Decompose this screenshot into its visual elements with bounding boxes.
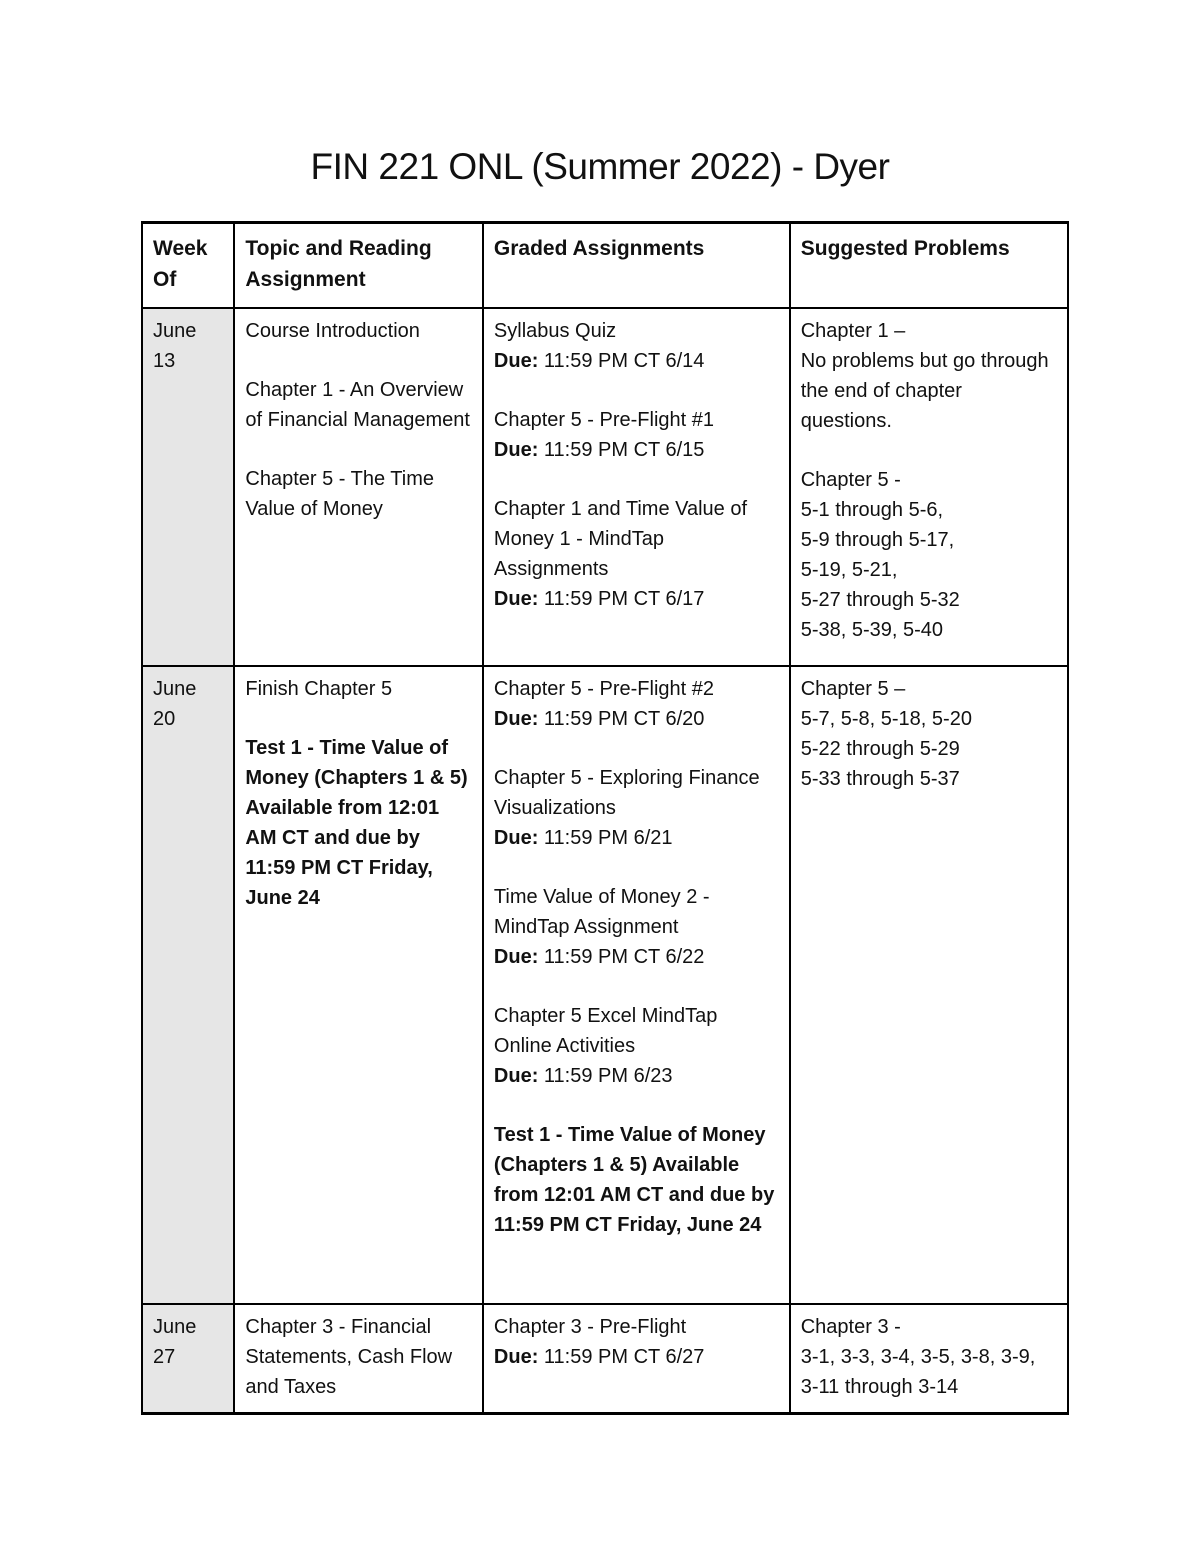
problem-group	[801, 1312, 1057, 1402]
graded-cell	[483, 666, 790, 1304]
problem-line: No problems but go through the end of chapter questions.	[800, 350, 1049, 432]
topic-item: Chapter 3 - Financial Statements, Cash Flow and Taxes	[245, 1316, 453, 1398]
due-date: 11:59 PM CT 6/27	[538, 1346, 705, 1368]
due-label: Due:	[493, 827, 539, 849]
assignment-item	[494, 1001, 779, 1091]
problems-cell	[790, 308, 1068, 666]
problem-line: 5-22 through 5-29	[800, 738, 960, 760]
problem-line: 5-1 through 5-6,	[800, 499, 944, 521]
due-label: Due:	[493, 588, 539, 610]
assignment-item	[494, 882, 779, 972]
due-label: Due:	[493, 350, 539, 372]
header-week: Week Of	[142, 223, 234, 309]
header-topic: Topic and Reading Assignment	[234, 223, 483, 309]
problem-heading: Chapter 5 -	[800, 469, 901, 491]
header-graded: Graded Assignments	[483, 223, 790, 309]
graded-cell	[483, 1304, 790, 1414]
problem-group	[801, 465, 1057, 645]
due-label: Due:	[493, 708, 539, 730]
schedule-table	[141, 221, 1069, 1415]
assignment-item	[494, 1312, 779, 1372]
assignment-due	[494, 346, 779, 376]
assignment-due	[494, 584, 779, 614]
week-cell: June 27	[142, 1304, 234, 1414]
table-row	[142, 666, 1068, 1304]
problem-line: 5-9 through 5-17,	[800, 529, 955, 551]
due-date: 11:59 PM CT 6/22	[538, 946, 705, 968]
problem-heading: Chapter 3 -	[800, 1316, 901, 1338]
assignment-due	[494, 942, 779, 972]
assignment-name: Time Value of Money 2 - MindTap Assignment	[493, 886, 710, 938]
problem-group	[801, 674, 1057, 794]
due-date: 11:59 PM CT 6/15	[538, 439, 705, 461]
assignment-item	[494, 763, 779, 853]
test-notice: Test 1 - Time Value of Money (Chapters 1 & 5) Available from 12:01 AM CT and due by 11:59 PM CT Friday, June 24	[493, 1124, 775, 1236]
header-problems: Suggested Problems	[790, 223, 1068, 309]
assignment-due	[494, 704, 779, 734]
topic-cell	[234, 666, 483, 1304]
assignment-item	[494, 405, 779, 465]
table-row	[142, 1304, 1068, 1414]
assignment-name: Chapter 5 - Pre-Flight #1	[493, 409, 715, 431]
assignment-name: Chapter 5 - Pre-Flight #2	[493, 678, 715, 700]
assignment-name: Chapter 3 - Pre-Flight	[493, 1316, 687, 1338]
due-date: 11:59 PM 6/23	[538, 1065, 673, 1087]
problem-group	[801, 316, 1057, 436]
due-label: Due:	[493, 946, 539, 968]
problem-heading: Chapter 1 –	[800, 320, 906, 342]
assignment-item	[494, 494, 779, 614]
assignment-item	[494, 316, 779, 376]
problem-heading: Chapter 5 –	[800, 678, 906, 700]
assignment-due	[494, 1342, 779, 1372]
problem-line: 5-33 through 5-37	[800, 768, 960, 790]
due-date: 11:59 PM CT 6/14	[538, 350, 705, 372]
assignment-name: Chapter 5 Excel MindTap Online Activities	[493, 1005, 718, 1057]
assignment-name: Chapter 1 and Time Value of Money 1 - MindTap Assignments	[493, 498, 748, 580]
table-row	[142, 308, 1068, 666]
topic-item: Chapter 1 - An Overview of Financial Management	[245, 379, 470, 431]
topic-cell	[234, 308, 483, 666]
page-title: FIN 221 ONL (Summer 2022) - Dyer	[310, 146, 890, 187]
assignment-item	[494, 674, 779, 734]
due-date: 11:59 PM CT 6/17	[538, 588, 705, 610]
problem-line: 5-7, 5-8, 5-18, 5-20	[800, 708, 972, 730]
assignment-due	[494, 435, 779, 465]
due-label: Due:	[493, 439, 539, 461]
week-cell: June 20	[142, 666, 234, 1304]
due-label: Due:	[493, 1065, 539, 1087]
problems-cell	[790, 1304, 1068, 1414]
assignment-due	[494, 1061, 779, 1091]
table-header-row	[142, 223, 1068, 309]
assignment-due	[494, 823, 779, 853]
problem-line: 5-19, 5-21,	[800, 559, 898, 581]
assignment-name: Chapter 5 - Exploring Finance Visualizations	[493, 767, 760, 819]
due-date: 11:59 PM CT 6/20	[538, 708, 705, 730]
week-cell: June 13	[142, 308, 234, 666]
problem-line: 3-11 through 3-14	[800, 1376, 959, 1398]
assignment-name: Syllabus Quiz	[493, 320, 617, 342]
problem-line: 5-38, 5-39, 5-40	[800, 619, 944, 641]
topic-cell	[234, 1304, 483, 1414]
due-label: Due:	[493, 1346, 539, 1368]
due-date: 11:59 PM 6/21	[538, 827, 673, 849]
problem-line: 5-27 through 5-32	[800, 589, 960, 611]
topic-item: Chapter 5 - The Time Value of Money	[245, 468, 434, 520]
test-notice: Test 1 - Time Value of Money (Chapters 1 & 5) Available from 12:01 AM CT and due by 11:59 PM CT Friday, June 24	[245, 737, 468, 909]
graded-cell	[483, 308, 790, 666]
problem-line: 3-1, 3-3, 3-4, 3-5, 3-8, 3-9,	[800, 1346, 1036, 1368]
topic-item: Course Introduction	[245, 320, 420, 342]
problems-cell	[790, 666, 1068, 1304]
topic-item: Finish Chapter 5	[245, 678, 393, 700]
